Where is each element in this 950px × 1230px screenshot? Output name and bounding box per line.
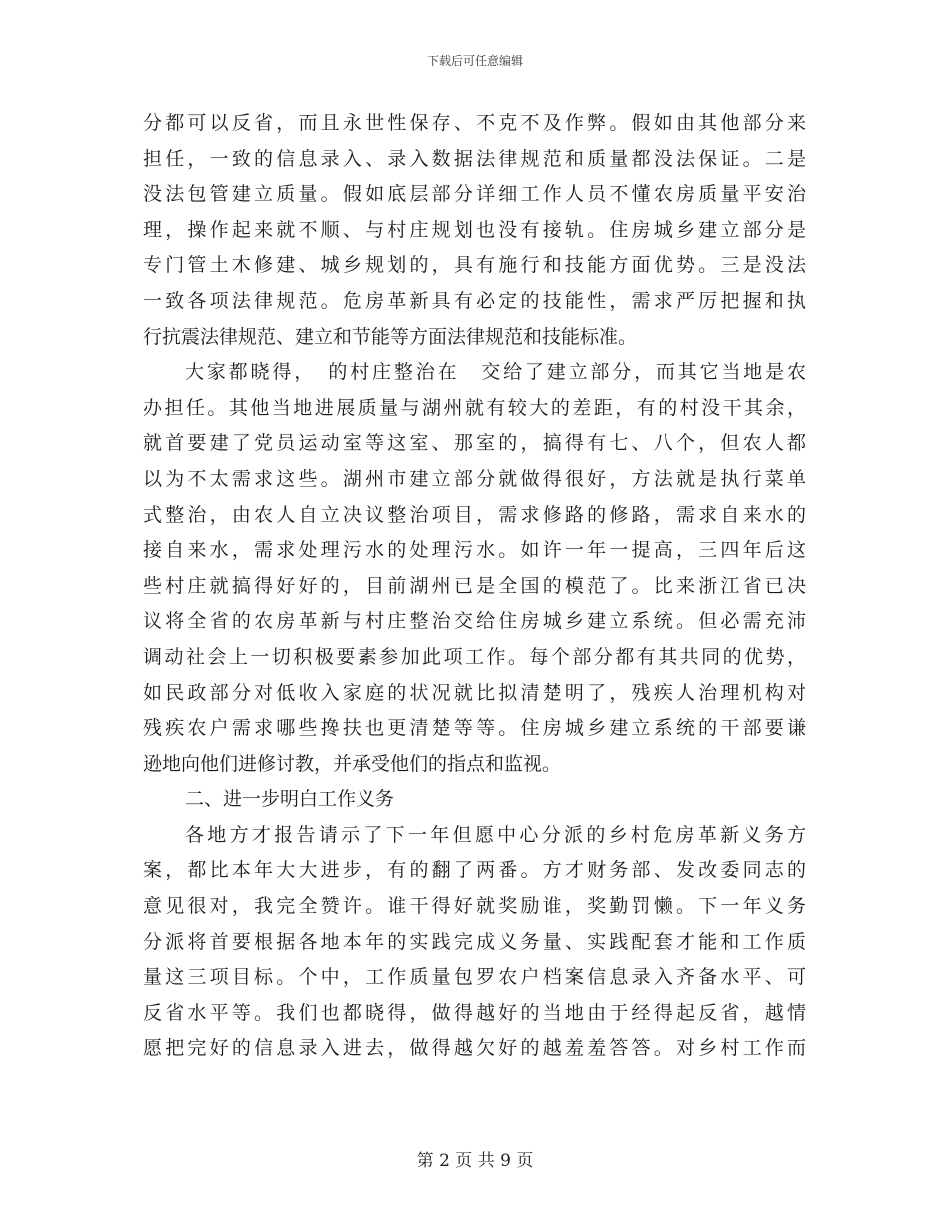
- text-line: 案，都比本年大大进步，有的翻了两番。方才财务部、发改委同志的: [143, 859, 806, 882]
- text-line: 分派将首要根据各地本年的实践完成义务量、实践配套才能和工作质: [143, 930, 806, 953]
- text-line: 就首要建了党员运动室等这室、那室的，搞得有七、八个，但农人都: [143, 432, 806, 455]
- text-line: 如民政部分对低收入家庭的状况就比拟清楚明了，残疾人治理机构对: [143, 681, 806, 704]
- section-heading: 二、进一步明白工作义务: [185, 788, 395, 811]
- paragraph-start-line: 大家都晓得， 的村庄整治在 交给了建立部分，而其它当地是农: [185, 361, 806, 384]
- text-line: 分都可以反省，而且永世性保存、不克不及作弊。假如由其他部分来: [143, 112, 806, 134]
- text-line: 理，操作起来就不顺、与村庄规划也没有接轨。住房城乡建立部分是: [143, 218, 806, 241]
- text-line: 残疾农户需求哪些搀扶也更清楚等等。住房城乡建立系统的干部要谦: [143, 717, 806, 740]
- text-line: 调动社会上一切积极要素参加此项工作。每个部分都有其共同的优势，: [143, 645, 806, 668]
- text-line: 办担任。其他当地进展质量与湖州就有较大的差距，有的村没干其余，: [143, 396, 806, 419]
- text-line: 愿把完好的信息录入进去，做得越欠好的越羞羞答答。对乡村工作而: [143, 1037, 806, 1060]
- text-line: 一致各项法律规范。危房革新具有必定的技能性，需求严厉把握和执: [143, 289, 806, 312]
- text-line: 意见很对，我完全赞许。谁干得好就奖励谁，奖勤罚懒。下一年义务: [143, 895, 806, 918]
- page-number: 第 2 页 共 9 页: [416, 1151, 534, 1171]
- text-line: 量这三项目标。个中，工作质量包罗农户档案信息录入齐备水平、可: [143, 966, 806, 989]
- document-body: [143, 106, 806, 1067]
- text-line: 逊地向他们进修讨教，并承受他们的指点和监视。: [143, 752, 562, 775]
- text-line: 专门管土木修建、城乡规划的，具有施行和技能方面优势。三是没法: [143, 254, 806, 277]
- text-line: 以为不太需求这些。湖州市建立部分就做得很好，方法就是执行菜单: [143, 467, 806, 490]
- text-line: 担任，一致的信息录入、录入数据法律规范和质量都没法保证。二是: [143, 147, 806, 170]
- paragraph-start-line: 各地方才报告请示了下一年但愿中心分派的乡村危房革新义务方: [185, 823, 806, 846]
- page-header-note: 下载后可任意编辑: [426, 54, 523, 68]
- text-line: 议将全省的农房革新与村庄整治交给住房城乡建立系统。但必需充沛: [143, 610, 806, 633]
- text-line: 式整治，由农人自立决议整治项目，需求修路的修路，需求自来水的: [143, 503, 806, 526]
- text-line: 没法包管建立质量。假如底层部分详细工作人员不懂农房质量平安治: [143, 183, 806, 206]
- text-line: 反省水平等。我们也都晓得，做得越好的当地由于经得起反省，越情: [143, 1001, 806, 1024]
- text-line: 行抗震法律规范、建立和节能等方面法律规范和技能标准。: [143, 325, 638, 348]
- text-line: 接自来水，需求处理污水的处理污水。如许一年一提高，三四年后这: [143, 539, 806, 562]
- text-line: 些村庄就搞得好好的，目前湖州已是全国的模范了。比来浙江省已决: [143, 574, 806, 597]
